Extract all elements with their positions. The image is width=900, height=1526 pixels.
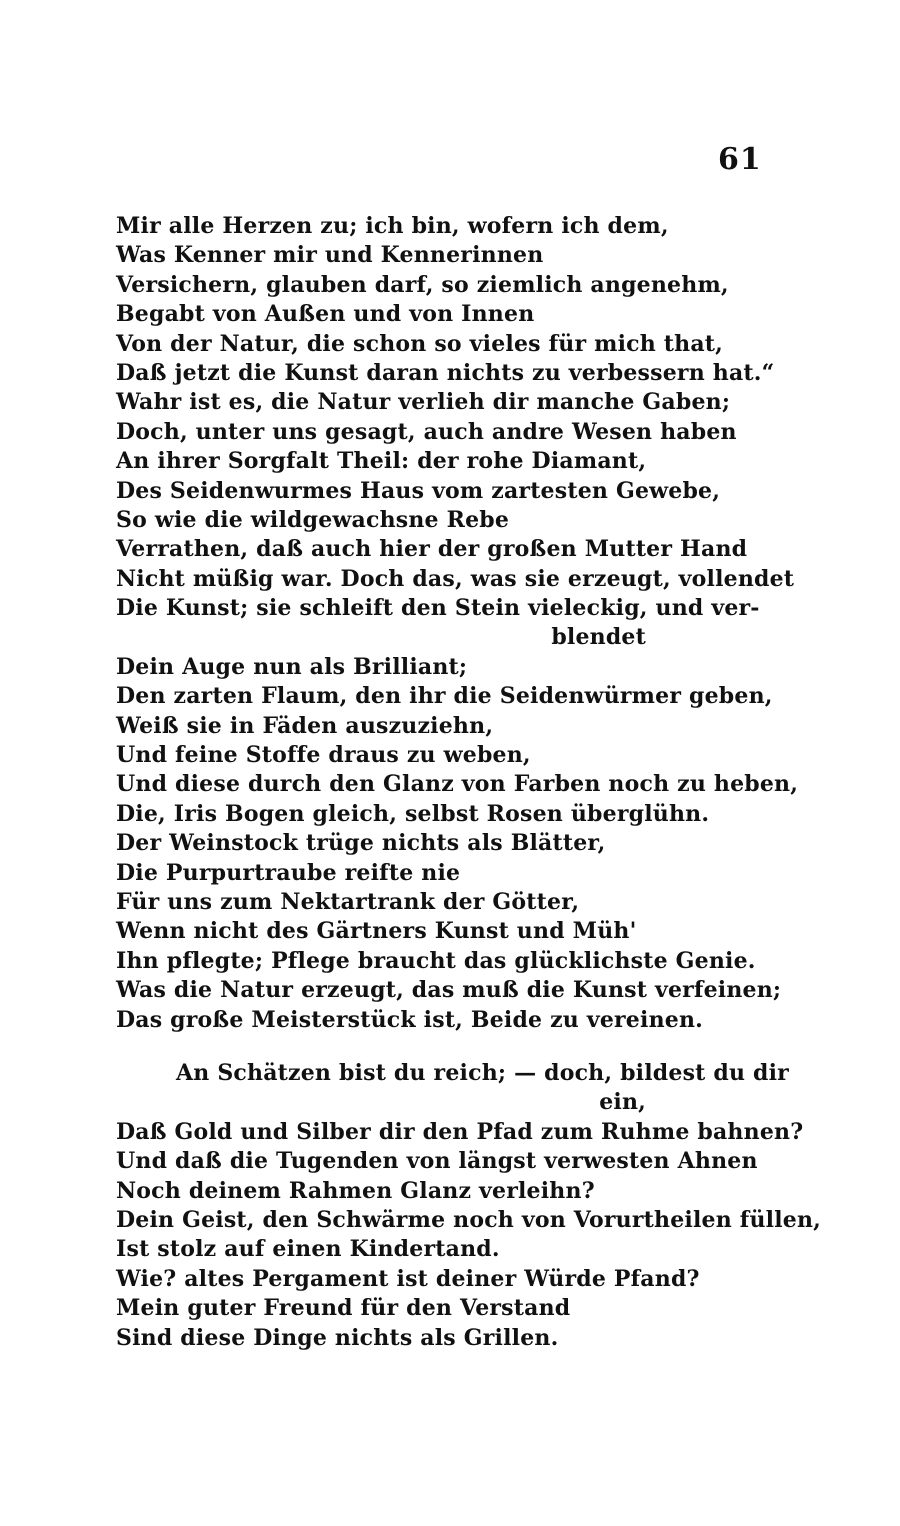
poem-line: Wie? altes Pergament ist deiner Würde Pfand? <box>116 1265 700 1292</box>
poem-line: Die Kunst; sie schleift den Stein vieleckig, und ver- <box>116 595 760 622</box>
poem-line: Wenn nicht des Gärtners Kunst und Müh' <box>116 918 637 945</box>
poem-line: Dein Auge nun als Brilliant; <box>116 653 468 680</box>
poem-line: Mir alle Herzen zu; ich bin, wofern ich dem, <box>116 213 669 239</box>
poem-line: Für uns zum Nektartrank der Götter, <box>116 888 580 915</box>
poem-line: Was die Natur erzeugt, das muß die Kunst verfeinen; <box>116 977 782 1004</box>
poem-line: Die Purpurtraube reifte nie <box>116 859 461 886</box>
poem-line: Des Seidenwurmes Haus vom zartesten Gewebe, <box>116 477 721 504</box>
poem-line: Was Kenner mir und Kennerinnen <box>116 242 544 269</box>
poem-line: Weiß sie in Fäden auszuziehn, <box>116 712 494 739</box>
poem-line: Und feine Stoffe draus zu weben, <box>116 742 531 769</box>
poem-line: Dein Geist, den Schwärme noch von Vorurtheilen füllen, <box>116 1206 822 1233</box>
poem-line-continuation: ein, <box>599 1089 646 1116</box>
poem-line: Nicht müßig war. Doch das, was sie erzeugt, vollendet <box>116 565 795 592</box>
poem-line: An ihrer Sorgfalt Theil: der rohe Diamant, <box>116 448 647 475</box>
poem-stanza-1 <box>116 212 799 1035</box>
poem-line: Sind diese Dinge nichts als Grillen. <box>116 1324 559 1351</box>
poem-line: An Schätzen bist du reich; — doch, bildest du dir <box>176 1060 789 1086</box>
poem-line: Verrathen, daß auch hier der großen Mutter Hand <box>116 536 748 563</box>
poem-line: Die, Iris Bogen gleich, selbst Rosen überglühn. <box>116 800 710 827</box>
poem-line: Ihn pflegte; Pflege braucht das glücklichste Genie. <box>116 947 756 974</box>
poem-line: Ist stolz auf einen Kindertand. <box>116 1236 500 1263</box>
poem-line: Und diese durch den Glanz von Farben noch zu heben, <box>116 771 799 798</box>
poem-line-continuation: blendet <box>551 624 646 651</box>
poem-line: Daß jetzt die Kunst daran nichts zu verbessern hat.“ <box>116 359 775 386</box>
poem-line: Von der Natur, die schon so vieles für mich that, <box>116 330 724 357</box>
poem-line: Den zarten Flaum, den ihr die Seidenwürmer geben, <box>116 683 773 710</box>
poem-line: So wie die wildgewachsne Rebe <box>116 506 510 533</box>
poem-stanza-2 <box>116 1059 822 1353</box>
poem-line: Wahr ist es, die Natur verlieh dir manche Gaben; <box>116 389 731 416</box>
poem-line: Daß Gold und Silber dir den Pfad zum Ruhme bahnen? <box>116 1118 804 1145</box>
poem-line: Mein guter Freund für den Verstand <box>116 1295 571 1322</box>
poem-line: Noch deinem Rahmen Glanz verleihn? <box>116 1177 595 1204</box>
poem-line: Und daß die Tugenden von längst verwesten Ahnen <box>116 1148 758 1175</box>
poem-line: Begabt von Außen und von Innen <box>116 301 535 328</box>
poem-line: Das große Meisterstück ist, Beide zu vereinen. <box>116 1006 704 1033</box>
poem-line: Versichern, glauben darf, so ziemlich angenehm, <box>116 271 729 298</box>
page-number: 61 <box>718 142 762 177</box>
poem-line: Doch, unter uns gesagt, auch andre Wesen haben <box>116 418 737 445</box>
poem-line: Der Weinstock trüge nichts als Blätter, <box>116 830 606 857</box>
